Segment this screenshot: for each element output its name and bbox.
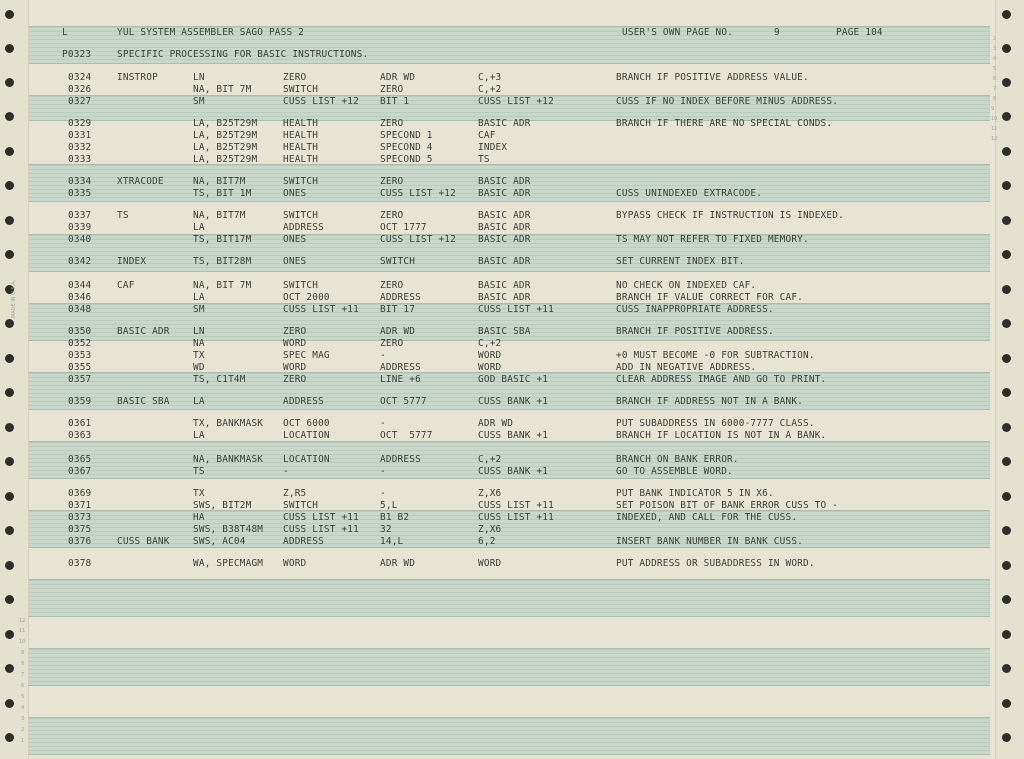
line-number: 0342	[68, 256, 92, 267]
owner-page-number: 9	[774, 27, 780, 38]
address-field-3: WORD	[478, 362, 502, 373]
margin-number: 2	[993, 36, 997, 42]
location-label: TS	[117, 210, 129, 221]
line-number: 0326	[68, 84, 92, 95]
sprocket-hole	[1002, 112, 1011, 121]
line-number: 0346	[68, 292, 92, 303]
address-field-1: ADDRESS	[283, 536, 324, 547]
listing-row	[0, 234, 990, 245]
address-field-2: SPECOND 1	[380, 130, 433, 141]
operation-field: TS, BIT28M	[193, 256, 252, 267]
location-label: INSTROP	[117, 72, 158, 83]
operation-field: LA	[193, 222, 205, 233]
margin-number: 7	[21, 672, 25, 678]
comment-field: SET CURRENT INDEX BIT.	[616, 256, 745, 267]
listing-row	[0, 154, 990, 165]
listing-row	[0, 118, 990, 129]
operation-field: NA, BIT7M	[193, 210, 246, 221]
address-field-2: -	[380, 350, 386, 361]
operation-field: TX	[193, 488, 205, 499]
address-field-1: HEALTH	[283, 154, 319, 165]
greenbar-band	[29, 579, 990, 617]
address-field-3: Z,X6	[478, 524, 502, 535]
margin-number: 10	[19, 639, 26, 645]
comment-field: GO TO ASSEMBLE WORD.	[616, 466, 733, 477]
comment-field: CUSS IF NO INDEX BEFORE MINUS ADDRESS.	[616, 96, 839, 107]
sprocket-hole	[1002, 319, 1011, 328]
comment-field: PUT ADDRESS OR SUBADDRESS IN WORD.	[616, 558, 815, 569]
margin-number: 11	[991, 126, 998, 132]
address-field-3: CUSS BANK +1	[478, 430, 549, 441]
address-field-3: TS	[478, 154, 490, 165]
address-field-1: WORD	[283, 362, 307, 373]
line-number: 0331	[68, 130, 92, 141]
sprocket-hole	[1002, 147, 1011, 156]
address-field-1: LOCATION	[283, 454, 330, 465]
operation-field: LA, B25T29M	[193, 118, 258, 129]
operation-field: NA, BANKMASK	[193, 454, 264, 465]
line-number: 0365	[68, 454, 92, 465]
address-field-3: CUSS LIST +11	[478, 500, 554, 511]
sprocket-hole	[1002, 216, 1011, 225]
address-field-3: 6,2	[478, 536, 496, 547]
address-field-1: ZERO	[283, 72, 307, 83]
address-field-1: SWITCH	[283, 500, 319, 511]
listing-row	[0, 222, 990, 233]
line-number: 0335	[68, 188, 92, 199]
address-field-1: CUSS LIST +11	[283, 524, 359, 535]
sprocket-hole	[1002, 44, 1011, 53]
listing-row	[0, 558, 990, 569]
sprocket-hole	[1002, 664, 1011, 673]
address-field-2: -	[380, 418, 386, 429]
line-number: 0369	[68, 488, 92, 499]
address-field-3: GOD BASIC +1	[478, 374, 549, 385]
margin-number: 3	[21, 716, 25, 722]
listing-row	[0, 500, 990, 511]
address-field-3: CUSS LIST +12	[478, 96, 554, 107]
line-number: 0324	[68, 72, 92, 83]
operation-field: TS	[193, 466, 205, 477]
address-field-3: BASIC ADR	[478, 176, 531, 187]
margin-number: 4	[21, 705, 25, 711]
comment-field: CLEAR ADDRESS IMAGE AND GO TO PRINT.	[616, 374, 827, 385]
line-number: 0373	[68, 512, 92, 523]
address-field-1: SWITCH	[283, 280, 319, 291]
address-field-1: ONES	[283, 234, 307, 245]
line-number: 0371	[68, 500, 92, 511]
operation-field: NA	[193, 338, 205, 349]
listing-row	[0, 396, 990, 407]
listing-row	[0, 72, 990, 83]
listing-row	[0, 188, 990, 199]
address-field-1: HEALTH	[283, 118, 319, 129]
operation-field: NA, BIT 7M	[193, 84, 252, 95]
listing-row	[0, 210, 990, 221]
listing-row	[0, 280, 990, 291]
address-field-3: CUSS BANK +1	[478, 396, 549, 407]
sprocket-hole	[1002, 388, 1011, 397]
address-field-2: SPECOND 4	[380, 142, 433, 153]
operation-field: NA, BIT 7M	[193, 280, 252, 291]
address-field-3: C,+3	[478, 72, 502, 83]
address-field-2: ZERO	[380, 176, 404, 187]
address-field-1: SWITCH	[283, 210, 319, 221]
address-field-1: Z,R5	[283, 488, 307, 499]
comment-field: BRANCH IF ADDRESS NOT IN A BANK.	[616, 396, 804, 407]
line-number: 0348	[68, 304, 92, 315]
location-label: BASIC SBA	[117, 396, 170, 407]
address-field-3: CAF	[478, 130, 496, 141]
line-number: 0355	[68, 362, 92, 373]
address-field-1: ADDRESS	[283, 396, 324, 407]
margin-number: 5	[21, 694, 25, 700]
address-field-2: ZERO	[380, 280, 404, 291]
margin-number: 7	[993, 86, 997, 92]
listing-row	[0, 454, 990, 465]
address-field-2: -	[380, 488, 386, 499]
margin-number: 12	[19, 618, 26, 624]
address-field-2: LINE +6	[380, 374, 421, 385]
line-number: 0333	[68, 154, 92, 165]
operation-field: LA	[193, 430, 205, 441]
address-field-2: ADR WD	[380, 558, 416, 569]
listing-row	[0, 256, 990, 267]
margin-number: 6	[993, 76, 997, 82]
address-field-2: 14,L	[380, 536, 404, 547]
address-field-3: Z,X6	[478, 488, 502, 499]
line-number: 0357	[68, 374, 92, 385]
listing-row	[0, 292, 990, 303]
listing-row	[0, 176, 990, 187]
margin-number: 4	[993, 56, 997, 62]
sprocket-hole	[1002, 457, 1011, 466]
comment-field: BRANCH ON BANK ERROR.	[616, 454, 739, 465]
sprocket-hole	[5, 10, 14, 19]
address-field-3: BASIC ADR	[478, 118, 531, 129]
line-number: 0327	[68, 96, 92, 107]
location-label: CUSS BANK	[117, 536, 170, 547]
comment-field: BRANCH IF POSITIVE ADDRESS.	[616, 326, 774, 337]
line-number: 0337	[68, 210, 92, 221]
sprocket-hole	[1002, 561, 1011, 570]
address-field-3: BASIC ADR	[478, 256, 531, 267]
comment-field: PUT SUBADDRESS IN 6000-7777 CLASS.	[616, 418, 815, 429]
listing-row	[0, 362, 990, 373]
address-field-3: BASIC ADR	[478, 234, 531, 245]
header-marker: L	[62, 27, 68, 38]
operation-field: TS, BIT17M	[193, 234, 252, 245]
address-field-3: WORD	[478, 558, 502, 569]
margin-number: 8	[21, 661, 25, 667]
comment-field: ADD IN NEGATIVE ADDRESS.	[616, 362, 757, 373]
address-field-2: BIT 1	[380, 96, 410, 107]
sprocket-hole	[5, 595, 14, 604]
address-field-2: OCT 5777	[380, 430, 433, 441]
address-field-2: 5,L	[380, 500, 398, 511]
address-field-2: OCT 1777	[380, 222, 427, 233]
listing-row	[0, 130, 990, 141]
address-field-1: WORD	[283, 558, 307, 569]
line-number: 0363	[68, 430, 92, 441]
line-number: 0361	[68, 418, 92, 429]
address-field-2: BIT 17	[380, 304, 416, 315]
sprocket-hole	[1002, 699, 1011, 708]
address-field-1: SWITCH	[283, 176, 319, 187]
address-field-1: HEALTH	[283, 130, 319, 141]
address-field-1: CUSS LIST +11	[283, 304, 359, 315]
listing-row	[0, 304, 990, 315]
line-number: 0376	[68, 536, 92, 547]
comment-field: BRANCH IF LOCATION IS NOT IN A BANK.	[616, 430, 827, 441]
address-field-1: OCT 2000	[283, 292, 330, 303]
listing-row	[0, 466, 990, 477]
address-field-2: ADDRESS	[380, 292, 421, 303]
address-field-3: BASIC ADR	[478, 210, 531, 221]
address-field-1: LOCATION	[283, 430, 330, 441]
line-number: 0359	[68, 396, 92, 407]
margin-number: 6	[21, 683, 25, 689]
sprocket-hole	[1002, 595, 1011, 604]
address-field-3: C,+2	[478, 84, 502, 95]
margin-number: 11	[19, 628, 26, 634]
address-field-2: OCT 5777	[380, 396, 427, 407]
margin-number: 1	[21, 738, 25, 744]
margin-number: 3	[993, 46, 997, 52]
address-field-1: CUSS LIST +12	[283, 96, 359, 107]
margin-number: 9	[21, 650, 25, 656]
address-field-1: ONES	[283, 256, 307, 267]
comment-field: CUSS INAPPROPRIATE ADDRESS.	[616, 304, 774, 315]
comment-field: BRANCH IF POSITIVE ADDRESS VALUE.	[616, 72, 809, 83]
address-field-3: CUSS BANK +1	[478, 466, 549, 477]
address-field-2: CUSS LIST +12	[380, 234, 456, 245]
address-field-1: ZERO	[283, 374, 307, 385]
address-field-3: BASIC ADR	[478, 292, 531, 303]
address-field-2: SWITCH	[380, 256, 416, 267]
line-number: 0375	[68, 524, 92, 535]
sprocket-hole	[1002, 423, 1011, 432]
operation-field: LN	[193, 72, 205, 83]
address-field-2: ADR WD	[380, 72, 416, 83]
comment-field: BRANCH IF THERE ARE NO SPECIAL CONDS.	[616, 118, 833, 129]
comment-field: BYPASS CHECK IF INSTRUCTION IS INDEXED.	[616, 210, 844, 221]
margin-number: 9	[991, 106, 995, 112]
operation-field: NA, BIT7M	[193, 176, 246, 187]
listing-row	[0, 512, 990, 523]
greenbar-band	[29, 648, 990, 686]
listing-row	[0, 418, 990, 429]
comment-field: CUSS UNINDEXED EXTRACODE.	[616, 188, 763, 199]
address-field-3: ADR WD	[478, 418, 514, 429]
comment-field: INSERT BANK NUMBER IN BANK CUSS.	[616, 536, 804, 547]
sprocket-hole	[1002, 354, 1011, 363]
listing-row	[0, 374, 990, 385]
operation-field: LA, B25T29M	[193, 154, 258, 165]
address-field-3: BASIC ADR	[478, 188, 531, 199]
section-number: P0323	[62, 49, 92, 60]
comment-field: BRANCH IF VALUE CORRECT FOR CAF.	[616, 292, 804, 303]
sprocket-hole	[1002, 10, 1011, 19]
comment-field: +0 MUST BECOME -0 FOR SUBTRACTION.	[616, 350, 815, 361]
header-title: YUL SYSTEM ASSEMBLER SAGO PASS 2	[117, 27, 305, 38]
address-field-2: ADDRESS	[380, 362, 421, 373]
line-number: 0332	[68, 142, 92, 153]
line-number: 0329	[68, 118, 92, 129]
address-field-1: SWITCH	[283, 84, 319, 95]
sprocket-hole	[1002, 492, 1011, 501]
line-number: 0339	[68, 222, 92, 233]
line-number: 0378	[68, 558, 92, 569]
address-field-3: CUSS LIST +11	[478, 304, 554, 315]
operation-field: TS, BIT 1M	[193, 188, 252, 199]
comment-field: TS MAY NOT REFER TO FIXED MEMORY.	[616, 234, 809, 245]
listing-row	[0, 488, 990, 499]
line-number: 0334	[68, 176, 92, 187]
address-field-3: BASIC SBA	[478, 326, 531, 337]
sprocket-hole	[5, 630, 14, 639]
address-field-1: WORD	[283, 338, 307, 349]
comment-field: NO CHECK ON INDEXED CAF.	[616, 280, 757, 291]
operation-field: WA, SPECMAGM	[193, 558, 264, 569]
address-field-2: SPECOND 5	[380, 154, 433, 165]
sprocket-hole	[1002, 250, 1011, 259]
location-label: BASIC ADR	[117, 326, 170, 337]
operation-field: LN	[193, 326, 205, 337]
operation-field: LA, B25T29M	[193, 130, 258, 141]
owner-page-label: USER'S OWN PAGE NO.	[622, 27, 734, 38]
operation-field: SM	[193, 96, 205, 107]
address-field-3: C,+2	[478, 338, 502, 349]
sprocket-hole	[1002, 181, 1011, 190]
address-field-1: CUSS LIST +11	[283, 512, 359, 523]
address-field-1: OCT 6000	[283, 418, 330, 429]
section-heading-line	[0, 49, 1000, 60]
listing-row	[0, 326, 990, 337]
address-field-2: CUSS LIST +12	[380, 188, 456, 199]
location-label: CAF	[117, 280, 135, 291]
sprocket-hole	[1002, 630, 1011, 639]
operation-field: SWS, BIT2M	[193, 500, 252, 511]
margin-number: 10	[991, 116, 998, 122]
comment-field: SET POISON BIT OF BANK ERROR CUSS TO -	[616, 500, 839, 511]
sprocket-hole	[1002, 78, 1011, 87]
address-field-3: BASIC ADR	[478, 280, 531, 291]
listing-row	[0, 338, 990, 349]
line-number: 0340	[68, 234, 92, 245]
sprocket-hole	[5, 664, 14, 673]
operation-field: SWS, AC04	[193, 536, 246, 547]
line-number: 0344	[68, 280, 92, 291]
address-field-2: ZERO	[380, 338, 404, 349]
header-line	[0, 27, 1000, 38]
sprocket-hole	[5, 733, 14, 742]
comment-field: INDEXED, AND CALL FOR THE CUSS.	[616, 512, 798, 523]
operation-field: SWS, B38T48M	[193, 524, 264, 535]
line-number: 0350	[68, 326, 92, 337]
address-field-2: 32	[380, 524, 392, 535]
line-number: 0353	[68, 350, 92, 361]
sprocket-hole	[5, 699, 14, 708]
sprocket-hole	[1002, 526, 1011, 535]
line-number: 0352	[68, 338, 92, 349]
location-label: INDEX	[117, 256, 147, 267]
listing-row	[0, 536, 990, 547]
sprocket-hole	[1002, 285, 1011, 294]
address-field-2: ZERO	[380, 118, 404, 129]
made-in-usa-text: MADE IN U.S.A.	[11, 279, 17, 318]
operation-field: LA, B25T29M	[193, 142, 258, 153]
margin-number: 2	[21, 727, 25, 733]
listing-row	[0, 142, 990, 153]
section-heading: SPECIFIC PROCESSING FOR BASIC INSTRUCTIONS.	[117, 49, 369, 60]
address-field-1: HEALTH	[283, 142, 319, 153]
margin-number: 12	[991, 136, 998, 142]
address-field-1: -	[283, 466, 289, 477]
operation-field: HA	[193, 512, 205, 523]
address-field-2: ADR WD	[380, 326, 416, 337]
listing-row	[0, 350, 990, 361]
operation-field: TX, BANKMASK	[193, 418, 264, 429]
operation-field: TX	[193, 350, 205, 361]
operation-field: WD	[193, 362, 205, 373]
listing-row	[0, 430, 990, 441]
listing-row	[0, 96, 990, 107]
operation-field: LA	[193, 396, 205, 407]
listing-row	[0, 524, 990, 535]
address-field-3: CUSS LIST +11	[478, 512, 554, 523]
address-field-1: ZERO	[283, 326, 307, 337]
address-field-1: ONES	[283, 188, 307, 199]
margin-number: 5	[993, 66, 997, 72]
sprocket-hole	[1002, 733, 1011, 742]
address-field-3: BASIC ADR	[478, 222, 531, 233]
address-field-1: ADDRESS	[283, 222, 324, 233]
operation-field: TS, C1T4M	[193, 374, 246, 385]
comment-field: PUT BANK INDICATOR 5 IN X6.	[616, 488, 774, 499]
address-field-2: B1 B2	[380, 512, 410, 523]
margin-number: 8	[993, 96, 997, 102]
address-field-1: SPEC MAG	[283, 350, 330, 361]
page-number: PAGE 104	[836, 27, 883, 38]
line-number: 0367	[68, 466, 92, 477]
listing-row	[0, 84, 990, 95]
location-label: XTRACODE	[117, 176, 164, 187]
operation-field: LA	[193, 292, 205, 303]
address-field-2: ADDRESS	[380, 454, 421, 465]
address-field-3: C,+2	[478, 454, 502, 465]
address-field-2: -	[380, 466, 386, 477]
greenbar-band	[29, 717, 990, 755]
operation-field: SM	[193, 304, 205, 315]
address-field-3: INDEX	[478, 142, 508, 153]
address-field-2: ZERO	[380, 210, 404, 221]
address-field-2: ZERO	[380, 84, 404, 95]
address-field-3: WORD	[478, 350, 502, 361]
